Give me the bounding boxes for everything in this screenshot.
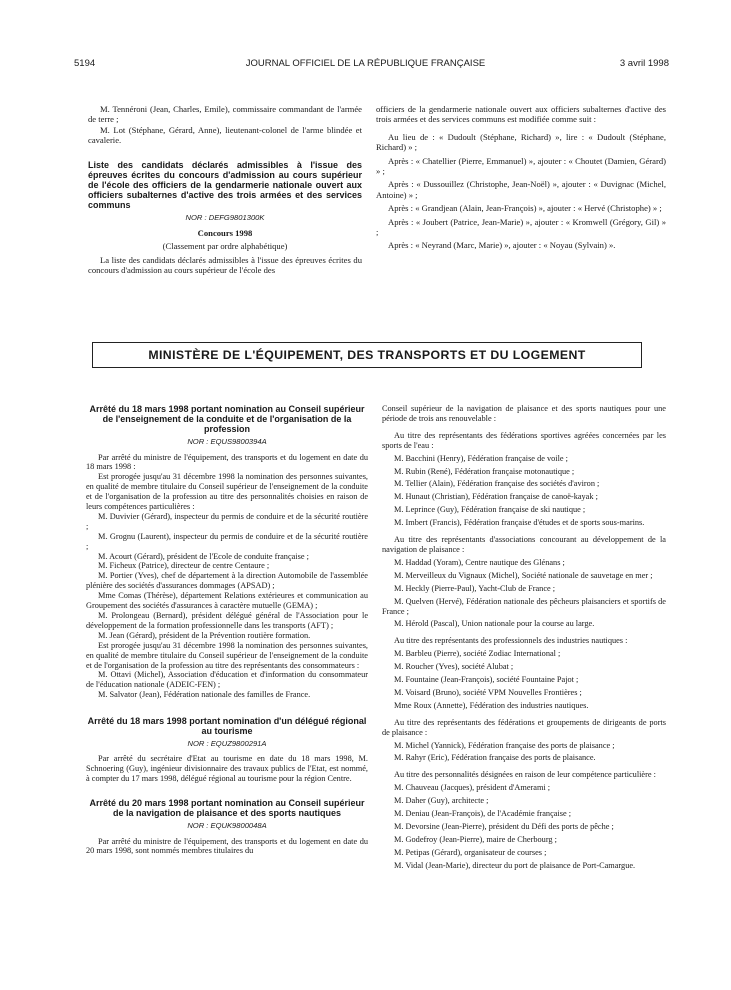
list-item: Après : « Neyrand (Marc, Marie) », ajouter : « Noyau (Sylvain) ». — [388, 240, 616, 251]
paragraph: M. Jean (Gérard), président de la Prévention routière formation. — [98, 630, 311, 640]
decree-title: Arrêté du 18 mars 1998 portant nomination au Conseil supérieur de l'enseignement de la conduite et de l'organisation de la profession — [89, 404, 365, 435]
list-item: M. Merveilleux du Vignaux (Michel), Société nationale de sauvetage en mer ; — [394, 570, 653, 580]
list-item: M. Fountaine (Jean-François), société Fountaine Pajot ; — [394, 675, 579, 685]
list-item: M. Chauveau (Jacques), président d'Amerami ; — [394, 783, 551, 793]
list-item: Mme Roux (Annette), Fédération des industries nautiques. — [394, 700, 589, 710]
paragraph: M. Duvivier (Gérard), inspecteur du permis de conduire et de la sécurité routière ; — [86, 511, 368, 531]
list-item: Après : « Chatellier (Pierre, Emmanuel) », ajouter : « Choutet (Damien, Gérard) » ; — [376, 155, 666, 177]
paragraph: Est prorogée jusqu'au 31 décembre 1998 la nomination des personnes suivantes, en qualité de membre titulaire du Conseil supérieur de l'enseignement de la conduite et de l'organisation de la profession au titre des représentants des consommateurs : — [86, 640, 368, 670]
list-item: M. Imbert (Francis), Fédération française d'études et de sports sous-marins. — [394, 518, 645, 528]
list-item: M. Godefroy (Jean-Pierre), maire de Cherbourg ; — [394, 834, 557, 844]
list-item: M. Devorsine (Jean-Pierre), président du Défi des ports de pêche ; — [394, 822, 614, 831]
paragraph: Par arrêté du ministre de l'équipement, des transports et du logement en date du 18 mars 1998 : — [86, 452, 368, 472]
list-item: M. Daher (Guy), architecte ; — [394, 796, 489, 806]
top-right-column — [376, 104, 666, 251]
nor-reference: NOR : EQUZ9800291A — [187, 738, 267, 748]
paragraph: M. Prolongeau (Bernard), président délégué général de l'Association pour le développement de la formation professionnelle dans les transports (AFT) ; — [86, 611, 368, 630]
concours-heading: Concours 1998 — [197, 228, 253, 239]
paragraph: Par arrêté du secrétaire d'Etat au tourisme en date du 18 mars 1998, M. Schnoering (Guy), ingénieur divisionnaire des travaux publics de l'Etat, est nommé, à compter du 17 mars 1998, délégué régional au tourisme pour la région Centre. — [86, 754, 368, 784]
paragraph: Au titre des représentants des fédérations et groupements de dirigeants de ports de plaisance : — [382, 717, 666, 737]
paragraph: Mme Comas (Thérèse), département Relations extérieures et communication au Groupement des sociétés d'assurances à caractère mutuelle (GEMA) ; — [86, 591, 368, 611]
journal-title: JOURNAL OFFICIEL DE LA RÉPUBLIQUE FRANÇAISE — [245, 58, 486, 69]
decree-title: Arrêté du 20 mars 1998 portant nomination au Conseil supérieur de la navigation de plaisance et des sports nautiques — [89, 798, 365, 819]
list-item: M. Michel (Yannick), Fédération française des ports de plaisance ; — [394, 740, 615, 750]
paragraph: Au titre des personnalités désignées en raison de leur compétence particulière : — [394, 770, 656, 780]
decree-title: Arrêté du 18 mars 1998 portant nomination d'un délégué régional au tourisme — [87, 716, 367, 737]
bottom-right-column — [382, 404, 666, 871]
list-item: Après : « Dussouillez (Christophe, Jean-Noël) », ajouter : « Duvignac (Michel, Antoine) » ; — [376, 179, 666, 200]
list-item: M. Heckly (Pierre-Paul), Yacht-Club de France ; — [394, 583, 556, 593]
nor-reference: NOR : EQUS9800394A — [187, 436, 267, 446]
paragraph: officiers de la gendarmerie nationale ouvert aux officiers subalternes d'active des trois armées et des services communs est modifiée comme suit : — [376, 104, 666, 125]
list-item: Après : « Joubert (Patrice, Jean-Marie) », ajouter : « Kromwell (Grégory, Gil) » ; — [376, 216, 666, 238]
list-item: M. Rubin (René), Fédération française motonautique ; — [394, 466, 575, 476]
section-title: Liste des candidats déclarés admissibles à l'issue des épreuves écrites du concours d'admission au cours supérieur de l'école des officiers de la gendarmerie nationale ouvert aux officiers subalternes d'active des trois armées et des services communs — [88, 159, 362, 211]
list-item: M. Hunaut (Christian), Fédération française de canoë-kayak ; — [394, 492, 598, 502]
paragraph: Au titre des représentants des professionnels des industries nautiques : — [394, 636, 628, 646]
list-item: M. Tellier (Alain), Fédération française des sociétés d'aviron ; — [394, 479, 600, 489]
list-item: M. Deniau (Jean-François), de l'Académie française ; — [394, 809, 572, 819]
paragraph: Au titre des représentants d'associations concourant au développement de la navigation de plaisance : — [382, 535, 666, 554]
paragraph: M. Grognu (Laurent), inspecteur du permis de conduire et de la sécurité routière ; — [86, 531, 368, 551]
list-item: M. Vidal (Jean-Marie), directeur du port de plaisance de Port-Camargue. — [394, 860, 636, 870]
list-item: M. Bacchini (Henry), Fédération française de voile ; — [394, 453, 568, 463]
classement-note: (Classement par ordre alphabétique) — [162, 241, 288, 252]
list-item: M. Quelven (Hervé), Fédération nationale des pêcheurs plaisanciers et sportifs de France ; — [382, 596, 666, 616]
list-item: M. Roucher (Yves), société Alubat ; — [394, 662, 514, 672]
paragraph: M. Ottavi (Michel), Association d'éducation et d'information du consommateur de l'éducation nationale (ADEIC-FEN) ; — [86, 670, 368, 690]
list-item: M. Leprince (Guy), Fédération française de ski nautique ; — [394, 505, 586, 515]
paragraph: Est prorogée jusqu'au 31 décembre 1998 la nomination des personnes suivantes, en qualité de membre titulaire du Conseil supérieur de l'enseignement de la conduite et de l'organisation de la profession au titre des personnalités choisies en raison de leurs compétences particulières : — [86, 472, 368, 512]
list-item: M. Haddad (Yoram), Centre nautique des Glénans ; — [394, 557, 565, 567]
list-item: M. Barbleu (Pierre), société Zodiac International ; — [394, 649, 561, 659]
page-header — [62, 58, 669, 74]
paragraph: Conseil supérieur de la navigation de plaisance et des sports nautiques pour une période de trois ans renouvelable : — [382, 404, 666, 423]
paragraph: M. Ficheux (Patrice), directeur de centre Centaure ; — [98, 561, 270, 571]
paragraph: M. Acourt (Gérard), président de l'Ecole de conduite française ; — [98, 551, 309, 561]
nor-reference: NOR : EQUK9800048A — [187, 820, 267, 830]
list-item: M. Rahyr (Eric), Fédération française des ports de plaisance. — [394, 753, 596, 763]
nor-reference: NOR : DEFG9801300K — [185, 212, 265, 222]
list-item: M. Hérold (Pascal), Union nationale pour la course au large. — [394, 619, 595, 629]
bottom-left-column — [86, 404, 368, 856]
issue-date: 3 avril 1998 — [619, 58, 669, 69]
list-item: M. Voisard (Bruno), société VPM Nouvelles Frontières ; — [394, 687, 582, 697]
page-number: 5194 — [74, 58, 96, 69]
paragraph: M. Tennéroni (Jean, Charles, Emile), commissaire commandant de l'armée de terre ; — [88, 104, 362, 125]
list-item: M. Petipas (Gérard), organisateur de courses ; — [394, 847, 547, 857]
paragraph: M. Portier (Yves), chef de département à la direction Automobile de l'assemblée plénière des sociétés d'assurances dommages (APSAD) ; — [86, 571, 368, 591]
top-left-column — [88, 104, 362, 276]
paragraph: M. Salvator (Jean), Fédération nationale des familles de France. — [98, 690, 311, 700]
ministry-banner: MINISTÈRE DE L'ÉQUIPEMENT, DES TRANSPORTS ET DU LOGEMENT — [92, 342, 642, 368]
paragraph: La liste des candidats déclarés admissibles à l'issue des épreuves écrites du concours d'admission au cours supérieur de l'école des — [88, 254, 362, 276]
list-item: Au lieu de : « Dudoult (Stéphane, Richard) », lire : « Dudoult (Stéphane, Richard) » ; — [376, 131, 666, 153]
paragraph: Au titre des représentants des fédérations sportives agréées concernées par les sports de l'eau : — [382, 430, 666, 450]
paragraph: M. Lot (Stéphane, Gérard, Anne), lieutenant-colonel de l'arme blindée et cavalerie. — [88, 124, 362, 146]
list-item: Après : « Grandjean (Alain, Jean-François) », ajouter : « Hervé (Christophe) » ; — [388, 203, 662, 214]
paragraph: Par arrêté du ministre de l'équipement, des transports et du logement en date du 20 mars 1998, sont nommés membres titulaires du — [86, 836, 368, 856]
